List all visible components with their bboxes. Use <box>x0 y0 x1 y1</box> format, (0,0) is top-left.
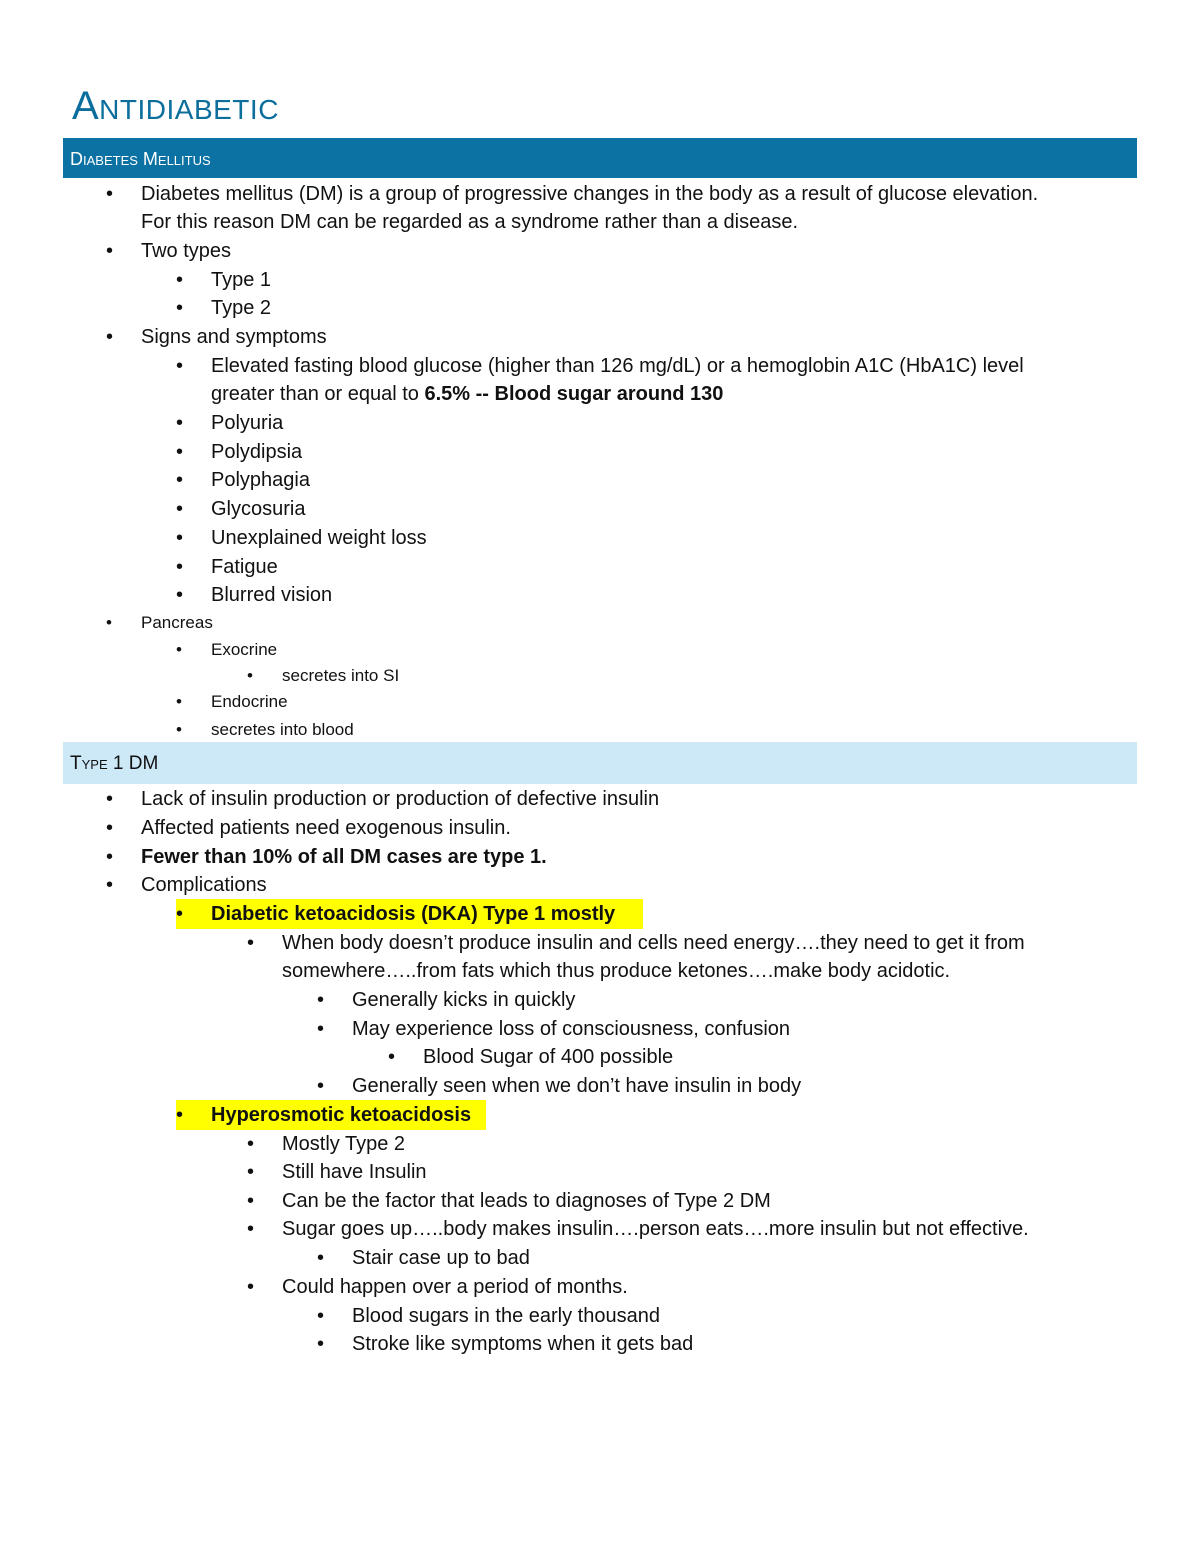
list-item-text: Stroke like symptoms when it gets bad <box>352 1333 694 1355</box>
bullet-icon: • <box>106 788 114 810</box>
bullet-icon: • <box>106 817 114 839</box>
list-item-text: Elevated fasting blood glucose (higher than 126 mg/dL) or a hemoglobin A1C (HbA1C) level <box>211 355 1024 377</box>
list-item-text: Unexplained weight loss <box>211 527 427 549</box>
bullet-icon: • <box>176 498 184 520</box>
list-item-text: Diabetic ketoacidosis (DKA) Type 1 mostly <box>211 903 616 925</box>
bullet-icon: • <box>247 932 255 954</box>
list-item-text: secretes into blood <box>211 720 354 739</box>
bullet-icon: • <box>106 183 114 205</box>
list-item-text: Can be the factor that leads to diagnoses of Type 2 DM <box>282 1190 771 1212</box>
list-item-text: greater than or equal to <box>211 383 425 405</box>
list-item-text: Polyuria <box>211 412 284 434</box>
list-item-text: Type 1 <box>211 269 272 291</box>
list-item-text: Lack of insulin production or production of defective insulin <box>141 788 660 810</box>
section-heading-type-1-dm: Type 1 DM <box>63 742 1137 784</box>
list-item-text: Affected patients need exogenous insulin. <box>141 817 511 839</box>
bullet-icon: • <box>176 584 184 606</box>
section-heading-diabetes-mellitus: Diabetes Mellitus <box>63 138 1137 178</box>
bullet-icon: • <box>388 1046 396 1068</box>
bullet-icon: • <box>247 1218 255 1240</box>
bullet-icon: • <box>106 874 114 896</box>
bullet-icon: • <box>247 1133 255 1155</box>
bullet-icon: • <box>176 556 184 578</box>
bullet-icon: • <box>176 469 184 491</box>
bullet-icon: • <box>176 412 184 434</box>
bullet-icon: • <box>317 1247 325 1269</box>
bullet-icon: • <box>176 640 182 659</box>
list-item-text: Exocrine <box>211 640 278 659</box>
list-item-text: Blood sugars in the early thousand <box>352 1305 660 1327</box>
list-item-text: Generally kicks in quickly <box>352 989 576 1011</box>
bullet-icon: • <box>247 1161 255 1183</box>
list-item-text: secretes into SI <box>282 666 400 685</box>
bullet-icon: • <box>247 1276 255 1298</box>
list-item-text: When body doesn’t produce insulin and cells need energy….they need to get it from <box>282 932 1025 954</box>
bullet-icon: • <box>176 720 182 739</box>
list-item-text: Hyperosmotic ketoacidosis <box>211 1104 472 1126</box>
page-title: Antidiabetic <box>72 84 279 128</box>
list-item-bold-text: 6.5% -- Blood sugar around 130 <box>424 383 724 405</box>
list-item-text: Type 2 <box>211 297 272 319</box>
bullet-icon: • <box>176 527 184 549</box>
list-item-text: Blood Sugar of 400 possible <box>423 1046 674 1068</box>
bullet-icon: • <box>176 441 184 463</box>
list-item-text: Fatigue <box>211 556 278 578</box>
bullet-icon: • <box>106 240 114 262</box>
bullet-icon: • <box>106 613 112 632</box>
bullet-icon: • <box>176 355 184 377</box>
bullet-icon: • <box>317 1018 325 1040</box>
bullet-icon: • <box>317 1075 325 1097</box>
list-item-text: Glycosuria <box>211 498 306 520</box>
list-item-text: Mostly Type 2 <box>282 1133 406 1155</box>
bullet-icon: • <box>176 903 184 925</box>
bullet-icon: • <box>176 297 184 319</box>
bullet-icon: • <box>317 989 325 1011</box>
list-item-text: Generally seen when we don’t have insulin in body <box>352 1075 802 1097</box>
list-item-text: Endocrine <box>211 692 288 711</box>
list-item-text: Still have Insulin <box>282 1161 427 1183</box>
list-item-text: Diabetes mellitus (DM) is a group of progressive changes in the body as a result of glucose elevation. <box>141 183 1039 205</box>
bullet-icon: • <box>317 1305 325 1327</box>
bullet-icon: • <box>176 269 184 291</box>
list-item-text: Polyphagia <box>211 469 310 491</box>
list-item-text: Sugar goes up…..body makes insulin….person eats….more insulin but not effective. <box>282 1218 1029 1240</box>
list-item-text: Fewer than 10% of all DM cases are type 1. <box>141 846 547 868</box>
list-item-continuation: For this reason DM can be regarded as a syndrome rather than a disease. <box>141 211 799 233</box>
list-item-text: Polydipsia <box>211 441 303 463</box>
list-item-text: Blurred vision <box>211 584 333 606</box>
list-item-continuation: somewhere…..from fats which thus produce ketones….make body acidotic. <box>282 960 951 982</box>
bullet-icon: • <box>247 1190 255 1212</box>
list-item-text: May experience loss of consciousness, confusion <box>352 1018 791 1040</box>
bullet-icon: • <box>317 1333 325 1355</box>
list-item-text: Two types <box>141 240 232 262</box>
list-item-text: Could happen over a period of months. <box>282 1276 628 1298</box>
list-item-text: Stair case up to bad <box>352 1247 530 1269</box>
list-item-text: Pancreas <box>141 613 213 632</box>
bullet-icon: • <box>247 666 253 685</box>
bullet-icon: • <box>106 326 114 348</box>
list-item-text: Complications <box>141 874 267 896</box>
list-item-text: Signs and symptoms <box>141 326 327 348</box>
bullet-icon: • <box>176 1104 184 1126</box>
bullet-icon: • <box>106 846 114 868</box>
bullet-icon: • <box>176 692 182 711</box>
list-item-continuation <box>211 380 723 408</box>
